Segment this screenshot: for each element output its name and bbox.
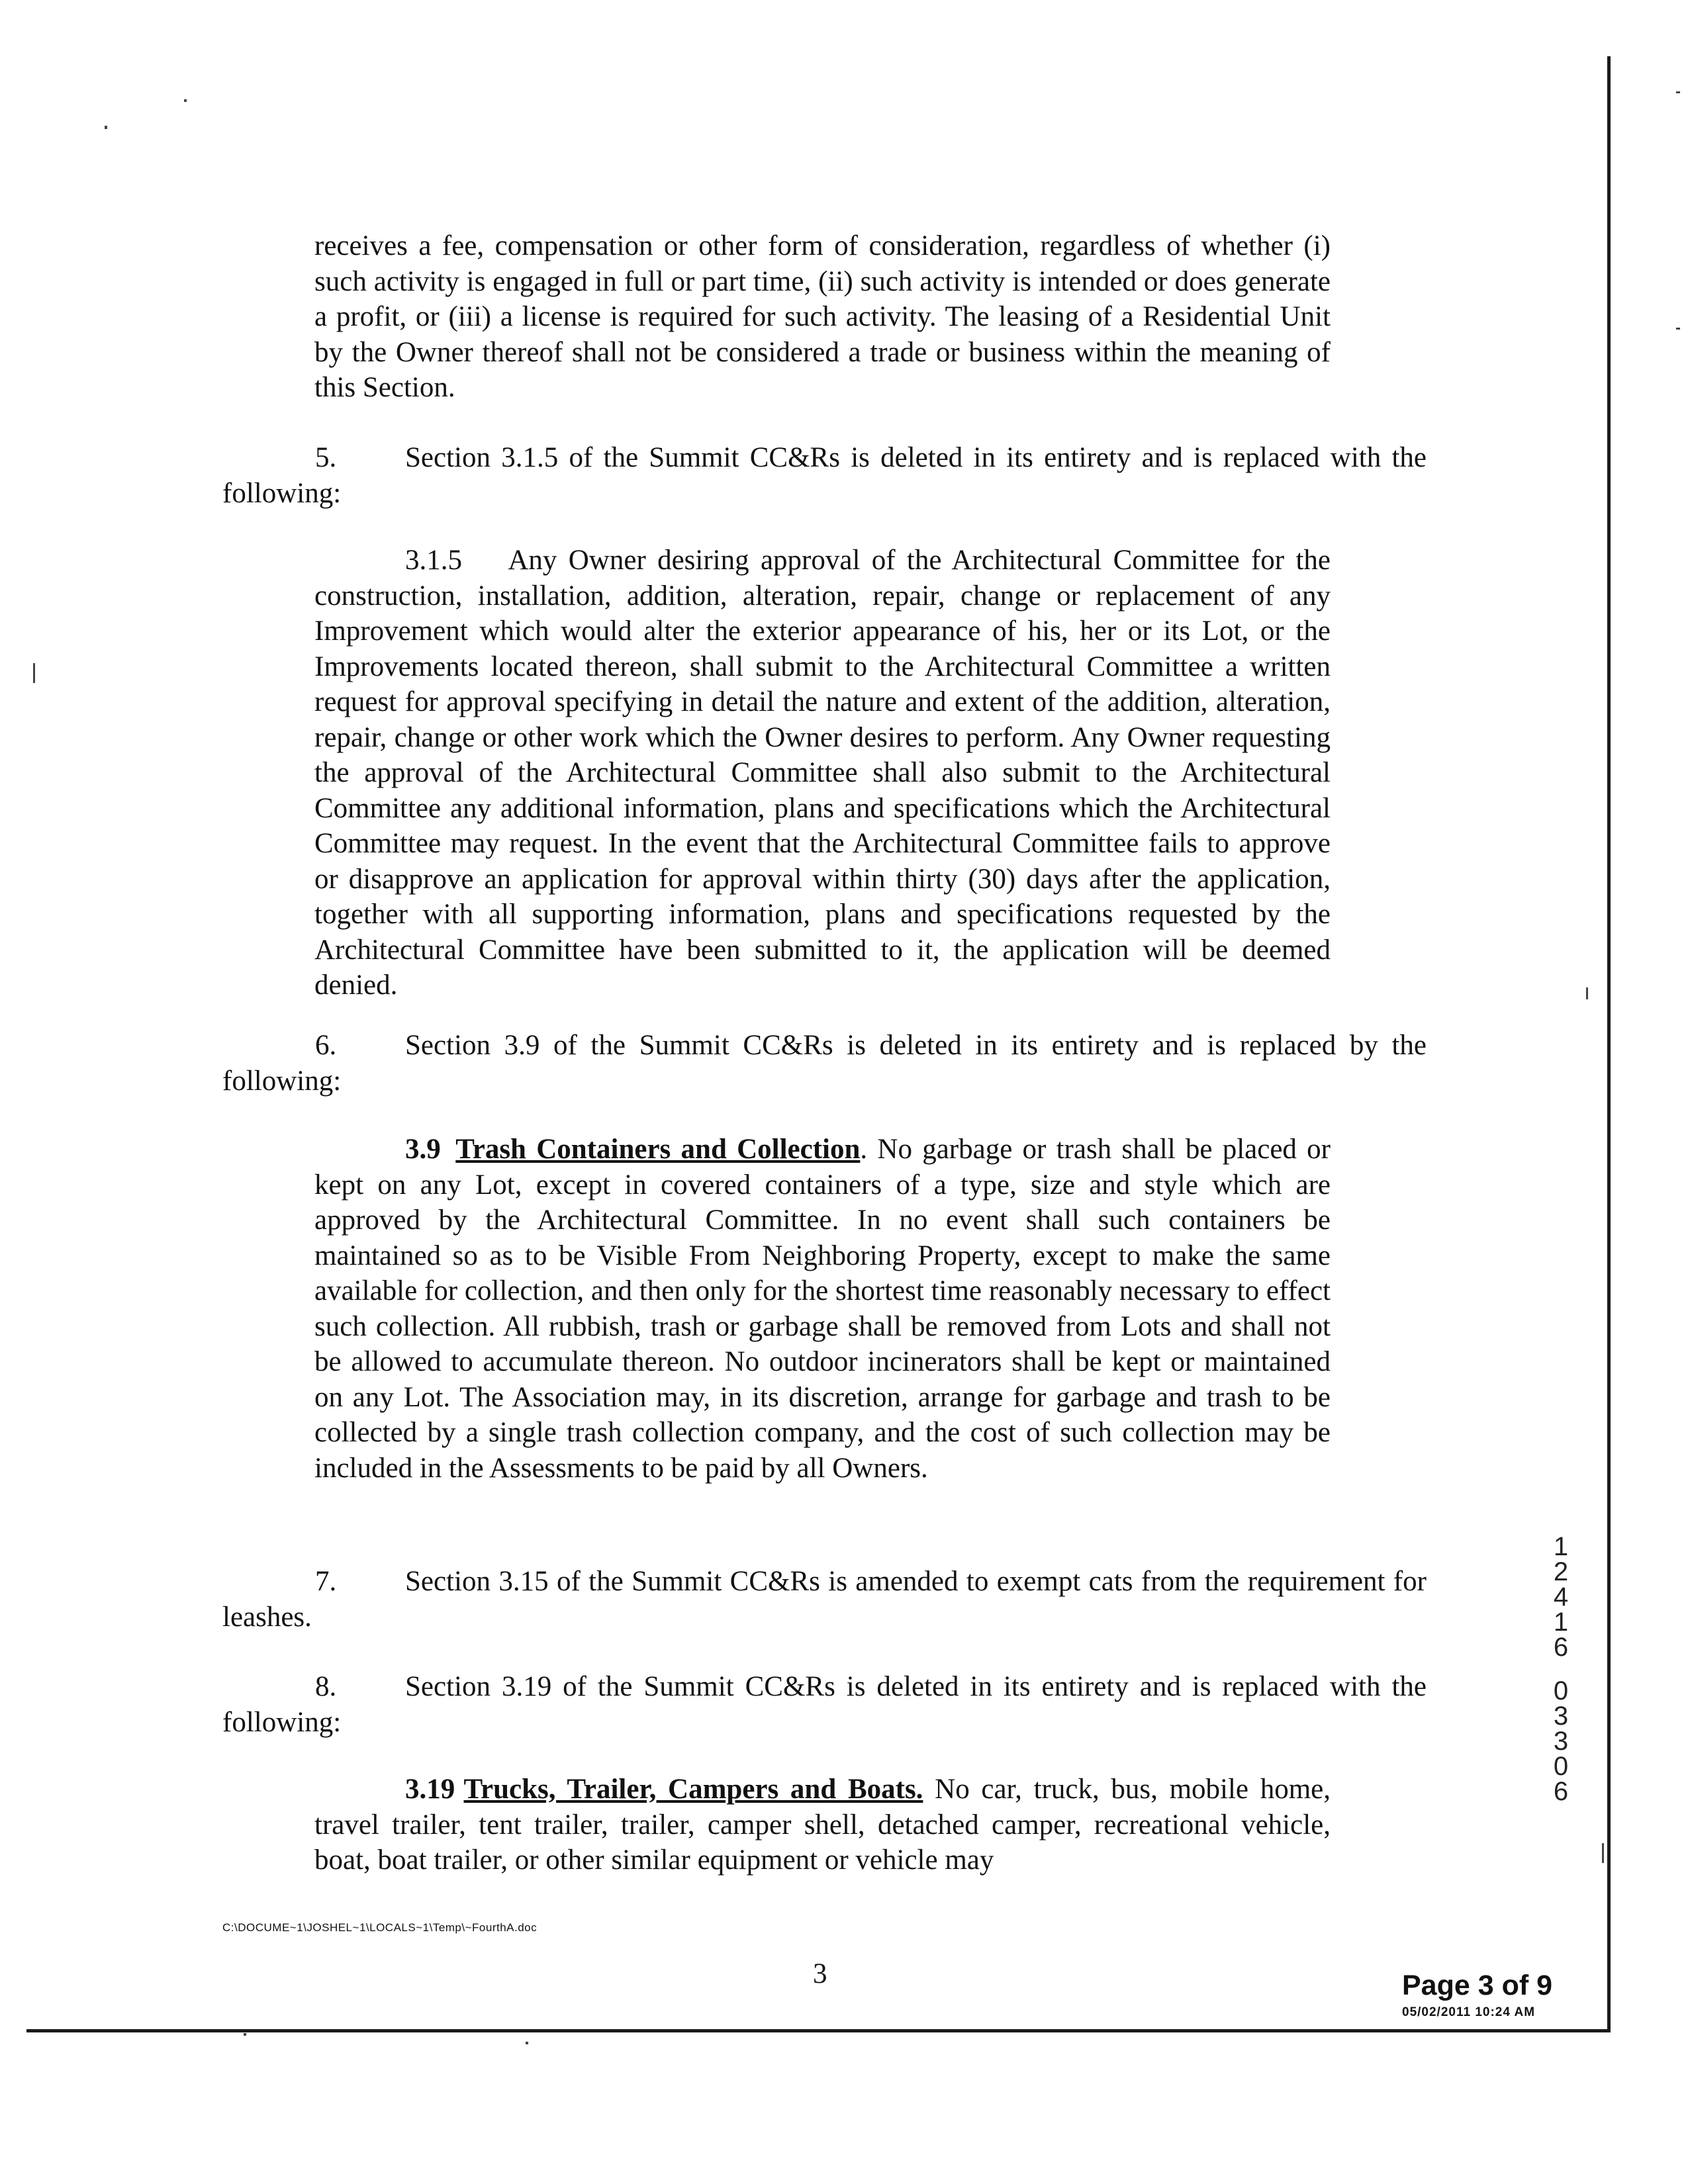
list-item-5 [222, 440, 1427, 511]
section-3-9 [314, 1132, 1331, 1486]
item-number: 6. [315, 1030, 337, 1061]
scan-speck [1676, 91, 1680, 93]
item-text: Section 3.1.5 of the Summit CC&Rs is deleted in its entirety and is replaced with the following: [222, 442, 1427, 509]
stamp-digit: 0 [1553, 1676, 1569, 1706]
recording-number-stamp [1548, 1534, 1574, 1804]
scan-speck [184, 99, 187, 102]
scan-speck [244, 2033, 246, 2036]
section-3-19 [314, 1772, 1331, 1878]
stamp-digit: 3 [1553, 1702, 1569, 1731]
scan-speck [33, 663, 35, 683]
section-title: Trucks, Trailer, Campers and Boats. [463, 1774, 923, 1805]
stamp-digit: 1 [1553, 1532, 1569, 1561]
scan-border-bottom [26, 2029, 1611, 2032]
list-item-6 [222, 1028, 1427, 1099]
section-number: 3.1.5 [405, 545, 462, 576]
scan-border-right [1607, 56, 1611, 2032]
stamp-digit: 1 [1553, 1608, 1569, 1637]
list-item-8 [222, 1669, 1427, 1740]
scan-speck [105, 126, 107, 129]
section-text: Any Owner desiring approval of the Architectural Committee for the construction, installation, addition, alteration, repair, change or replacement of any Improvement which would alter the exterior appearance of his, her or its Lot, or the Improvements located thereon, shall submit to the Architectural Committee a written request for approval specifying in detail the nature and extent of the addition, alteration, repair, change or other work which the Owner desires to perform. Any Owner requesting the approval of the Architectural Committee shall also submit to the Architectural Committee any additional information, plans and specifications which the Architectural Committee may request. In the event that the Architectural Committee fails to approve or disapprove an application for approval within thirty (30) days after the application, together with all supporting information, plans and specifications requested by the Architectural Committee have been submitted to it, the application will be deemed denied. [314, 545, 1331, 1001]
item-text: Section 3.9 of the Summit CC&Rs is deleted in its entirety and is replaced by the following: [222, 1030, 1427, 1097]
item-text: Section 3.19 of the Summit CC&Rs is deleted in its entirety and is replaced with the following: [222, 1671, 1427, 1738]
item-number: 7. [315, 1566, 337, 1597]
section-3-1-5 [314, 543, 1331, 1003]
paragraph-continuation: receives a fee, compensation or other form of consideration, regardless of whether (i) such activity is engaged in full or part time, (ii) such activity is intended or does generate a profit, or (iii) a license is required for such activity. The leasing of a Residential Unit by the Owner thereof shall not be considered a trade or business within the meaning of this Section. [314, 230, 1331, 403]
fax-page-label: Page 3 of 9 [1402, 1970, 1553, 2001]
scan-speck [526, 2042, 528, 2044]
section-text: No car, truck, bus, mobile home, travel trailer, tent trailer, trailer, camper shell, detached camper, recreational vehicle, boat, boat trailer, or other similar equipment or vehicle may [314, 1774, 1331, 1876]
item-number: 5. [315, 442, 337, 473]
stamp-digit: 6 [1553, 1633, 1569, 1662]
stamp-digit: 2 [1553, 1557, 1569, 1586]
scan-speck [1602, 1843, 1604, 1863]
stamp-digit: 0 [1553, 1752, 1569, 1781]
scan-speck [1586, 987, 1588, 999]
section-title: Trash Containers and Collection [455, 1134, 861, 1165]
stamp-digit: 4 [1553, 1582, 1569, 1612]
item-text: Section 3.15 of the Summit CC&Rs is amended to exempt cats from the requirement for leashes. [222, 1566, 1427, 1633]
scan-speck [1676, 328, 1680, 330]
section-text: . No garbage or trash shall be placed or kept on any Lot, except in covered containers of a type, size and style which are approved by the Architectural Committee. In no event shall such containers be maintained so as to be Visible From Neighboring Property, except to make the same available for collection, and then only for the shortest time reasonably necessary to effect such collection. All rubbish, trash or garbage shall be removed from Lots and shall not be allowed to accumulate thereon. No outdoor incinerators shall be kept or maintained on any Lot. The Association may, in its discretion, arrange for garbage and trash to be collected by a single trash collection company, and the cost of such collection may be included in the Assessments to be paid by all Owners. [314, 1134, 1331, 1484]
stamp-digit: 3 [1553, 1727, 1569, 1756]
stamp-digit: 6 [1553, 1777, 1569, 1806]
footer-file-path: C:\DOCUME~1\JOSHEL~1\LOCALS~1\Temp\~FourthA.doc [222, 1921, 538, 1934]
page-number: 3 [813, 1958, 827, 1989]
fax-timestamp: 05/02/2011 10:24 AM [1402, 2005, 1536, 2019]
item-number: 8. [315, 1671, 337, 1702]
list-item-7 [222, 1564, 1427, 1635]
section-number: 3.9 [405, 1134, 441, 1165]
section-number: 3.19 [405, 1774, 455, 1805]
